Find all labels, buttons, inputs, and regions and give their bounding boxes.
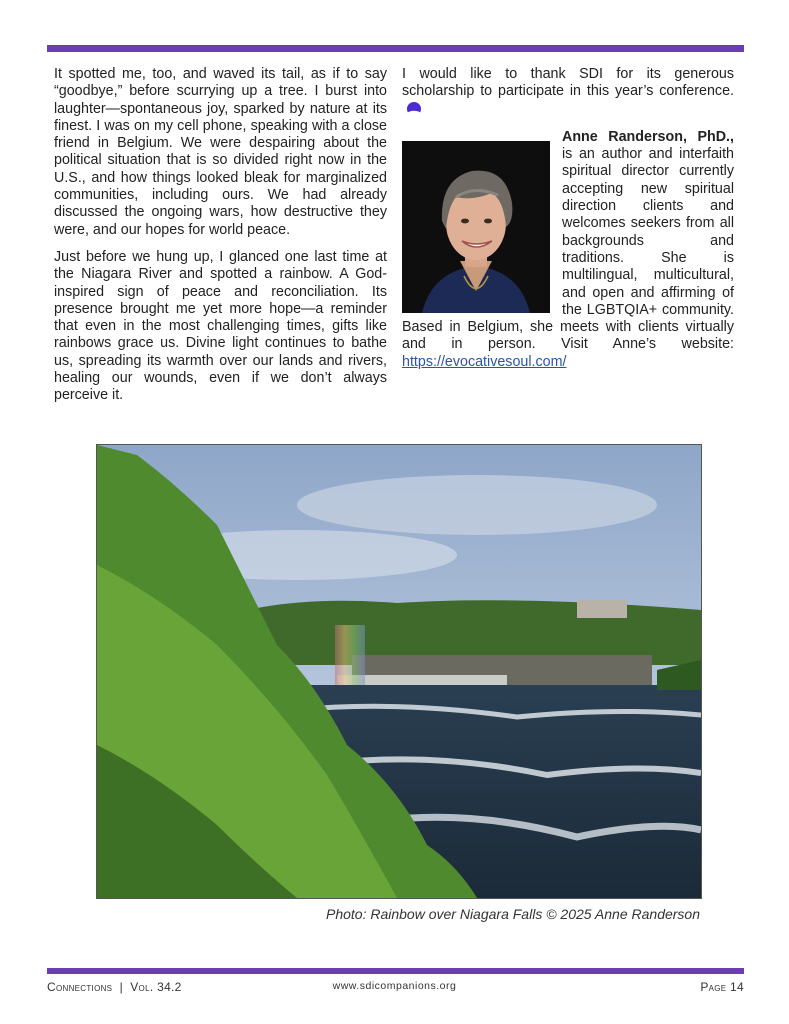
author-portrait [402, 141, 550, 313]
top-rule [47, 45, 744, 52]
closing-text: I would like to thank SDI for its generous scholarship to participate in this year’s conference. [402, 66, 734, 100]
closing-paragraph [402, 66, 734, 119]
photo-caption: Photo: Rainbow over Niagara Falls © 2025 Anne Randerson [325, 906, 700, 922]
author-name: Anne Randerson, PhD., [562, 128, 734, 145]
footer-publication: Connections | Vol. 34.2 [47, 980, 182, 994]
bottom-rule [47, 968, 744, 974]
bio-text: is an author and interfaith spiritual director currently accepting new spiritual direction clients and welcomes seekers from all backgrounds and traditions. She is multilingual, multicultural, and open and affirming of the LGBTQIA+ community. Based in Belgium, she meets with clients virtually and in person. Visit Anne’s website: [402, 146, 734, 353]
niagara-photo [96, 444, 702, 899]
half-moon-icon [406, 101, 422, 117]
article-right-column [402, 66, 734, 381]
article-paragraph: It spotted me, too, and waved its tail, as if to say “goodbye,” before scurrying up a tree. I burst into laughter—spontaneous joy, sparked by nature at its finest. I was on my cell phone, speaking with a close friend in Belgium. We were despairing about the political situation that is so divided right now in the U.S., and how things looked bleak for marginalized communities, including ours. We had already discussed the ongoing wars, how destructive they were, and our hopes for world peace. [54, 66, 387, 238]
footer-page-number: Page 14 [700, 980, 744, 994]
footer-website: www.sdicompanions.org [332, 980, 457, 992]
article-paragraph: Just before we hung up, I glanced one last time at the Niagara River and spotted a rainbow. A God-inspired sign of peace and reconciliation. Its presence brought me yet more hope—a reminder that even in the most challenging times, gifts like rainbows grace us. Divine light continues to bathe us, spreading its warmth over our lands and rivers, healing our wounds, even if we don’t always perceive it. [54, 248, 387, 404]
website-link[interactable]: https://evocativesoul.com/ [402, 353, 567, 370]
article-left-column [54, 66, 387, 415]
